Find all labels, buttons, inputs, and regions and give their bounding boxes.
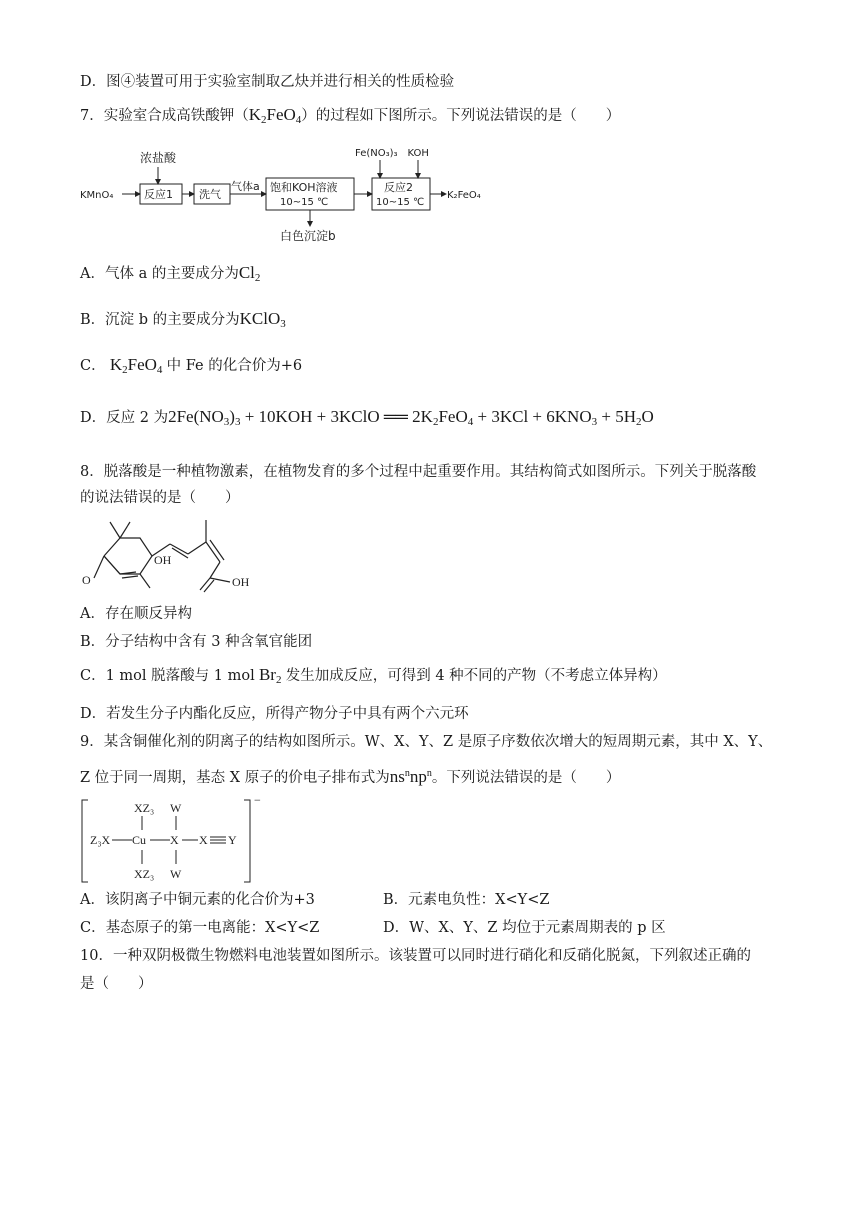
flow-acid: 浓盐酸 — [140, 151, 177, 165]
q8-struct-cooh: OH — [232, 575, 250, 589]
flow-wash-label: 洗气 — [199, 188, 221, 201]
flow-reactor2-l2: 10~15 ℃ — [376, 197, 425, 208]
flow-koh-l2: 10~15 ℃ — [280, 197, 329, 208]
q8-option-b: B．分子结构中含有 3 种含氧官能团 — [80, 634, 313, 650]
q9-struct-cu: Cu — [132, 833, 147, 847]
q7-stem — [80, 104, 620, 125]
q7-option-b: B．沉淀 b 的主要成分为KClO$_3$ — [80, 309, 286, 330]
q7-flow-diagram — [80, 140, 520, 250]
q8-struct-oh: OH — [154, 553, 172, 567]
q9-anion-structure — [80, 796, 280, 886]
q9-option-c: C．基态原子的第一电离能：X<Y<Z — [80, 920, 320, 936]
q8-option-a: A．存在顺反异构 — [80, 606, 192, 622]
flow-reagents: Fe(NO₃)₃ KOH — [355, 148, 429, 159]
flow-koh-l1: 饱和KOH溶液 — [270, 181, 338, 194]
q7-option-c: C． $K_2FeO_4$ 中 Fe 的化合价为+6 — [80, 355, 303, 376]
q8-stem-line2: 的说法错误的是（ ） — [80, 490, 240, 506]
q9-struct-x-center: X — [170, 833, 179, 847]
q9-stem-line1: 9．某含铜催化剂的阴离子的结构如图所示。W、X、Y、Z 是原子序数依次增大的短周期元素，其中 X、Y、 — [80, 734, 773, 750]
q7-option-d: D．反应 2 为$2Fe(NO_3)_3 + 10KOH$ + 3KClO ══ $2K_2FeO_4 + 3KCl + 6KNO_3 + 5H_2O$ — [80, 407, 654, 428]
flow-reactor1-label: 反应1 — [144, 188, 173, 201]
q9-struct-xz3-bottom: XZ₃ — [134, 867, 155, 881]
flow-precip: 白色沉淀b — [280, 229, 336, 243]
q6-option-d: D．图④装置可用于实验室制取乙炔并进行相关的性质检验 — [80, 74, 455, 90]
q9-struct-y: Y — [228, 833, 237, 847]
q9-struct-xz3-top: XZ₃ — [134, 801, 155, 815]
q9-struct-w-top: W — [170, 801, 182, 815]
q8-option-d: D．若发生分子内酯化反应，所得产物分子中具有两个六元环 — [80, 706, 469, 722]
q7-stem-pre: 7．实验室合成高铁酸钾（ — [80, 108, 249, 124]
q9-option-b: B．元素电负性：X<Y<Z — [383, 892, 550, 908]
flow-start: KMnO₄ — [80, 190, 114, 201]
q8-option-c: C．1 mol 脱落酸与 1 mol $Br_2$ 发生加成反应，可得到 4 种不同的产物（不考虑立体异构） — [80, 665, 667, 686]
q7-option-a: A．气体 a 的主要成分为$Cl_2$ — [80, 263, 261, 284]
q9-struct-charge: − — [254, 796, 261, 807]
q8-stem-line1: 8．脱落酸是一种植物激素，在植物发育的多个过程中起重要作用。其结构简式如图所示。下列关于脱落酸 — [80, 464, 757, 480]
q10-stem-line1: 10．一种双阴极微生物燃料电池装置如图所示。该装置可以同时进行硝化和反硝化脱氮，下列叙述正确的 — [80, 948, 751, 964]
q8-abscisic-acid-structure — [80, 510, 280, 596]
q7-stem-formula: $K_2FeO_4$ — [248, 105, 302, 126]
q9-stem-line2: Z 位于同一周期，基态 X 原子的价电子排布式为$ns^nnp^n$。下列说法错误的是（ ） — [80, 767, 621, 786]
q10-stem-line2: 是（ ） — [80, 976, 153, 992]
q9-struct-z3x: Z₃X — [90, 833, 111, 847]
q9-struct-x-right: X — [199, 833, 208, 847]
q9-struct-w-bottom: W — [170, 867, 182, 881]
flow-reactor2-l1: 反应2 — [384, 181, 413, 194]
q9-option-d: D．W、X、Y、Z 均位于元素周期表的 p 区 — [383, 920, 666, 936]
q7-stem-post: ）的过程如下图所示。下列说法错误的是（ ） — [301, 108, 621, 124]
flow-gas: 气体a — [231, 180, 260, 193]
flow-product: K₂FeO₄ — [447, 190, 481, 201]
q8-struct-o: O — [82, 573, 91, 587]
q9-option-a: A．该阴离子中铜元素的化合价为+3 — [80, 892, 315, 908]
